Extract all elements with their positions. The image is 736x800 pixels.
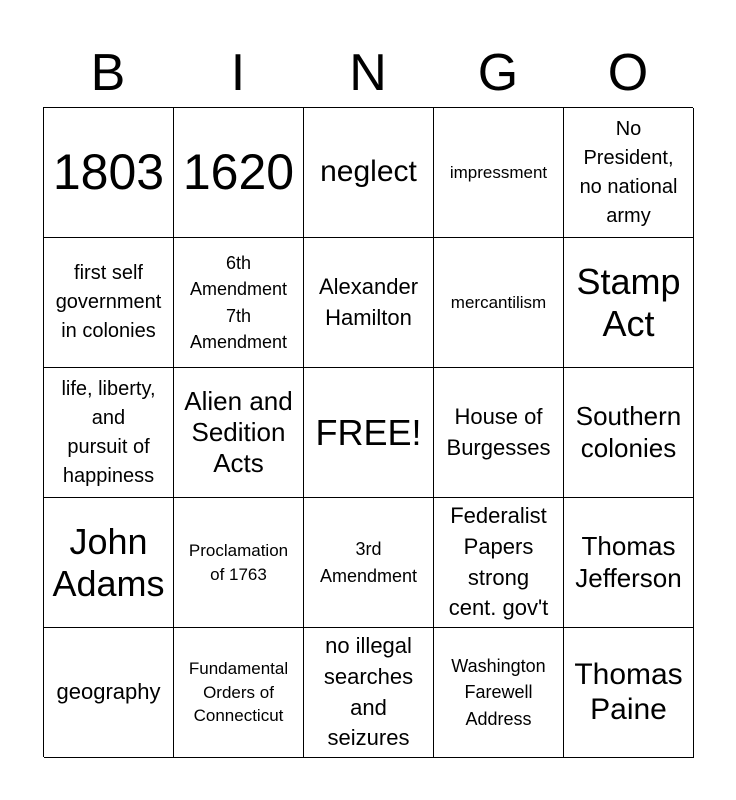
cell-text: FREE! bbox=[315, 411, 422, 453]
bingo-cell[interactable] bbox=[564, 628, 694, 758]
cell-text: no illegal searches and seizures bbox=[323, 632, 414, 751]
cell-text: Proclamation of 1763 bbox=[188, 540, 289, 584]
cell-text: Thomas Jefferson bbox=[575, 531, 682, 593]
cell-text: life, liberty, and pursuit of happiness bbox=[61, 377, 156, 487]
bingo-cell[interactable] bbox=[564, 108, 694, 238]
bingo-cell[interactable] bbox=[434, 368, 564, 498]
bingo-cell[interactable] bbox=[174, 368, 304, 498]
header-letter-g: G bbox=[477, 44, 519, 102]
bingo-cell[interactable] bbox=[434, 108, 564, 238]
cell-text: mercantilism bbox=[450, 292, 547, 312]
bingo-cell[interactable] bbox=[174, 238, 304, 368]
cell-text: Stamp Act bbox=[576, 261, 681, 344]
bingo-cell[interactable] bbox=[44, 238, 174, 368]
cell-text: 1620 bbox=[182, 144, 295, 200]
bingo-cell[interactable] bbox=[174, 498, 304, 628]
bingo-cell[interactable] bbox=[174, 108, 304, 238]
bingo-cell[interactable] bbox=[44, 498, 174, 628]
cell-text: Alexander Hamilton bbox=[318, 273, 419, 330]
bingo-cell[interactable] bbox=[44, 108, 174, 238]
cell-text: Washington Farewell Address bbox=[451, 656, 546, 729]
header-letter-n: N bbox=[349, 44, 387, 102]
bingo-grid bbox=[43, 107, 693, 757]
header-letter-b: B bbox=[90, 44, 126, 102]
bingo-cell[interactable] bbox=[304, 368, 434, 498]
bingo-cell[interactable] bbox=[564, 238, 694, 368]
cell-text: 1803 bbox=[52, 144, 165, 200]
bingo-cell[interactable] bbox=[304, 628, 434, 758]
cell-text: impressment bbox=[449, 162, 548, 182]
cell-text: John Adams bbox=[52, 521, 165, 604]
header-letter-o: O bbox=[607, 44, 649, 102]
bingo-header bbox=[43, 40, 693, 106]
cell-text: Alien and Sedition Acts bbox=[184, 385, 293, 479]
cell-text: geography bbox=[56, 679, 161, 705]
bingo-cell[interactable] bbox=[44, 628, 174, 758]
cell-text: Southern colonies bbox=[575, 401, 682, 463]
cell-text: Thomas Paine bbox=[574, 658, 683, 726]
bingo-cell[interactable] bbox=[564, 368, 694, 498]
cell-text: Federalist Papers strong cent. gov't bbox=[448, 502, 549, 621]
header-letter-i: I bbox=[230, 44, 246, 102]
cell-text: Fundamental Orders of Connecticut bbox=[188, 658, 289, 726]
cell-text: No President, no national army bbox=[579, 117, 678, 227]
bingo-cell[interactable] bbox=[434, 238, 564, 368]
bingo-cell[interactable] bbox=[434, 628, 564, 758]
bingo-cell[interactable] bbox=[304, 498, 434, 628]
bingo-cell[interactable] bbox=[174, 628, 304, 758]
bingo-cell[interactable] bbox=[44, 368, 174, 498]
cell-text: 6th Amendment 7th Amendment bbox=[189, 253, 288, 352]
bingo-cell[interactable] bbox=[564, 498, 694, 628]
cell-text: 3rd Amendment bbox=[319, 539, 418, 586]
cell-text: first self government in colonies bbox=[55, 262, 162, 342]
bingo-cell[interactable] bbox=[304, 238, 434, 368]
bingo-cell[interactable] bbox=[434, 498, 564, 628]
cell-text: neglect bbox=[320, 155, 417, 189]
bingo-cell[interactable] bbox=[304, 108, 434, 238]
cell-text: House of Burgesses bbox=[446, 403, 551, 460]
